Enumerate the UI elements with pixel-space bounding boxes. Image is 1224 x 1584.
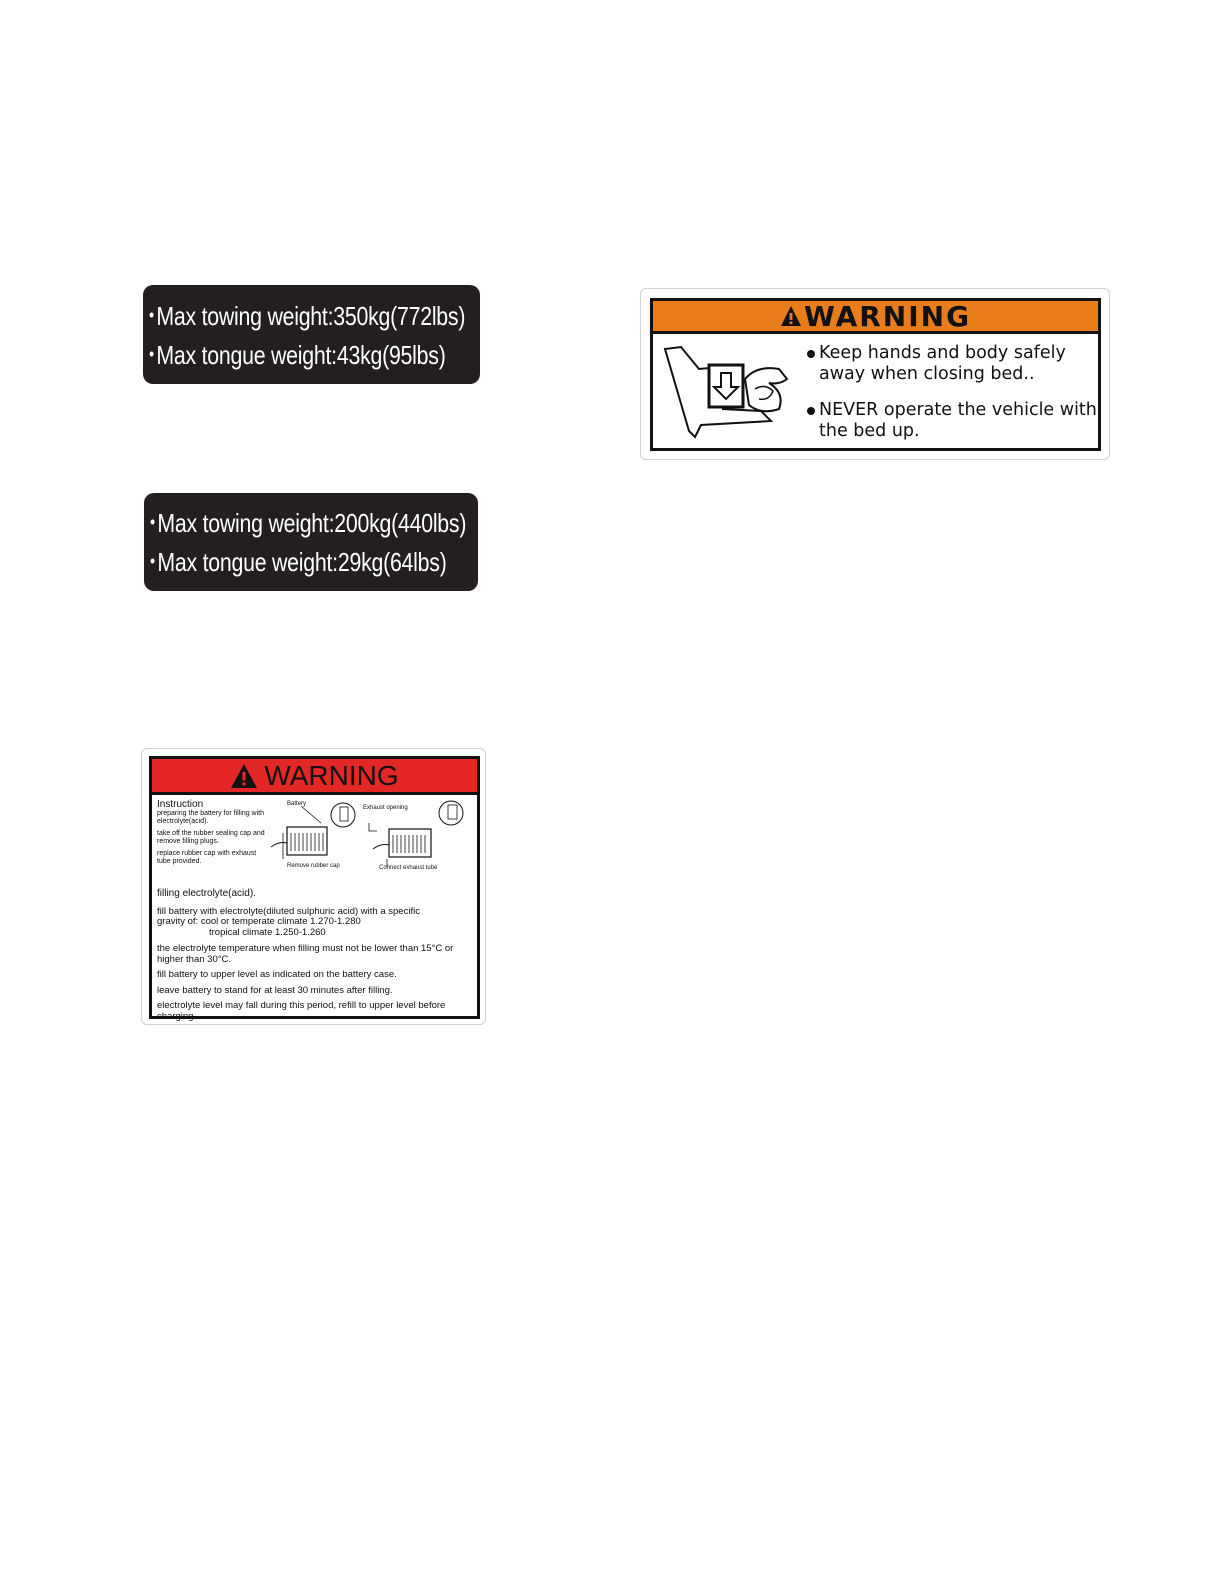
note-upper-level: fill battery to upper level as indicated on the battery case.: [157, 969, 397, 980]
battery-instructions: [157, 799, 475, 1022]
bed-warning-text: [807, 343, 1097, 457]
towing-line: [149, 296, 466, 335]
warning-triangle-icon: [780, 305, 802, 327]
note-refill: electrolyte level may fall during this period, refill to upper level before charging.: [157, 1000, 446, 1022]
filling-instructions: [157, 889, 477, 1027]
gravity-label: gravity of:: [157, 916, 199, 927]
max-tongue-weight-text: Max tongue weight:29kg(64lbs): [157, 547, 447, 577]
battery-caption: Battery: [287, 801, 307, 807]
gravity-tropical: tropical climate 1.250-1.260: [209, 926, 326, 938]
instruction-title: Instruction: [157, 799, 204, 810]
prep-step: take off the rubber sealing cap and remove filling plugs.: [157, 830, 265, 845]
bed-warning-header: [653, 301, 1098, 334]
battery-diagram: [269, 797, 479, 877]
max-towing-weight-text: Max towing weight:200kg(440lbs): [157, 508, 467, 538]
warning-header-text: WARNING: [803, 299, 972, 333]
bullet-icon: •: [149, 304, 154, 325]
gravity-cool: cool or temperate climate 1.270-1.280: [200, 916, 361, 927]
tongue-line: [149, 335, 446, 374]
fill-intro: fill battery with electrolyte(diluted sulphuric acid) with a specific: [157, 905, 420, 917]
battery-warning-frame: [149, 756, 480, 1022]
towing-line: [150, 503, 467, 542]
bed-warning-frame: [650, 298, 1101, 451]
prep-step: preparing the battery for filling with electrolyte(acid).: [157, 810, 264, 825]
warning-header-text: WARNING: [264, 759, 399, 791]
bed-warning-label: [640, 288, 1110, 460]
connect-tube-caption: Connect exhaust tube: [379, 865, 438, 871]
battery-warning-label: [141, 748, 486, 1025]
bullet-icon: •: [150, 512, 155, 532]
exhaust-opening-caption: Exhaust opening: [363, 805, 408, 811]
max-towing-weight-text: Max towing weight:350kg(772lbs): [156, 300, 466, 331]
warning-triangle-icon: [230, 763, 258, 789]
towing-label-350kg: [143, 285, 480, 384]
fill-gravity: [157, 907, 477, 939]
battery-prep-steps: [157, 810, 267, 870]
bullet-icon: •: [149, 343, 154, 364]
note-temperature: the electrolyte temperature when filling must not be lower than 15°C or higher than 30°C.: [157, 943, 454, 965]
prep-step: replace rubber cap with exhaust tube provided.: [157, 850, 257, 865]
closing-bed-hand-icon: [661, 339, 801, 439]
bed-warning-item: NEVER operate the vehicle with the bed up.: [807, 400, 1097, 442]
bullet-icon: •: [150, 551, 155, 571]
bed-warning-item: Keep hands and body safely away when closing bed..: [807, 343, 1097, 385]
max-tongue-weight-text: Max tongue weight:43kg(95lbs): [156, 339, 446, 370]
tongue-line: [150, 542, 447, 581]
filling-heading: filling electrolyte(acid).: [157, 888, 256, 899]
note-stand: leave battery to stand for at least 30 minutes after filling.: [157, 984, 393, 996]
towing-label-200kg: [144, 493, 478, 591]
battery-warning-header: [152, 759, 477, 795]
remove-cap-caption: Remove rubber cap: [287, 863, 340, 869]
